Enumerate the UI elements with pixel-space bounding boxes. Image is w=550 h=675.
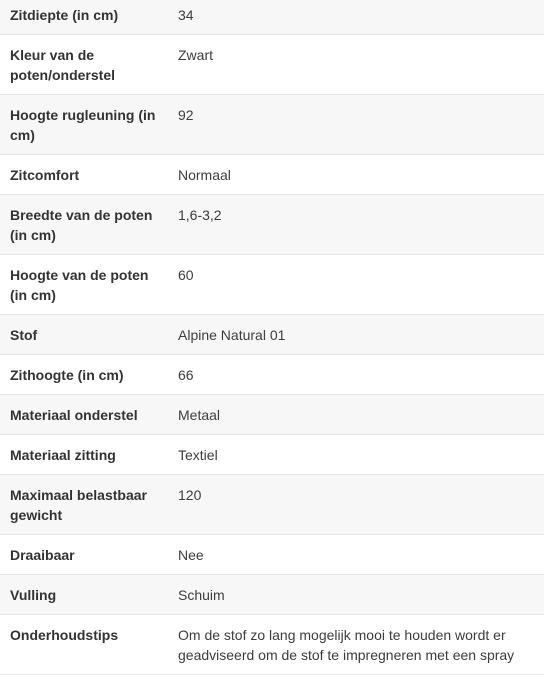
spec-value: Alpine Natural 01: [178, 327, 286, 343]
spec-row: [0, 395, 544, 435]
spec-value: Schuim: [178, 587, 225, 603]
spec-row: [0, 95, 544, 155]
spec-row: [0, 575, 544, 615]
spec-label: Onderhoudstips: [10, 627, 119, 643]
spec-label: Draaibaar: [10, 547, 75, 563]
spec-row: [0, 35, 544, 95]
spec-value: 60: [178, 267, 194, 283]
spec-label: Breedte van de poten (in cm): [10, 207, 153, 243]
spec-label: Zithoogte (in cm): [10, 367, 124, 383]
spec-row: [0, 615, 544, 675]
spec-row: [0, 0, 544, 35]
spec-value: Zwart: [178, 47, 213, 63]
spec-row: [0, 355, 544, 395]
spec-row: [0, 255, 544, 315]
spec-label: Vulling: [10, 587, 57, 603]
spec-label: Materiaal onderstel: [10, 407, 138, 423]
spec-value: Nee: [178, 547, 204, 563]
spec-row: [0, 475, 544, 535]
spec-value: Normaal: [178, 167, 231, 183]
spec-row: [0, 315, 544, 355]
spec-label: Hoogte van de poten (in cm): [10, 267, 149, 303]
spec-value: 92: [178, 107, 194, 123]
spec-value: 1,6-3,2: [178, 207, 222, 223]
spec-label: Materiaal zitting: [10, 447, 116, 463]
spec-value: Textiel: [178, 447, 218, 463]
spec-row: [0, 535, 544, 575]
spec-value: Metaal: [178, 407, 221, 423]
spec-label: Hoogte rugleuning (in cm): [10, 107, 156, 143]
spec-row: [0, 155, 544, 195]
spec-value: 34: [178, 7, 194, 23]
spec-label: Maximaal belastbaar gewicht: [10, 487, 147, 523]
spec-label: Zitcomfort: [10, 167, 80, 183]
spec-label: Stof: [10, 327, 38, 343]
spec-value: Om de stof zo lang mogelijk mooi te houden wordt er geadviseerd om de stof te impregneren met een spray: [178, 627, 515, 663]
spec-label: Zitdiepte (in cm): [10, 7, 119, 23]
spec-row: [0, 195, 544, 255]
spec-row: [0, 435, 544, 475]
spec-value: 66: [178, 367, 194, 383]
spec-label: Kleur van de poten/onderstel: [10, 47, 116, 83]
spec-value: 120: [178, 487, 202, 503]
